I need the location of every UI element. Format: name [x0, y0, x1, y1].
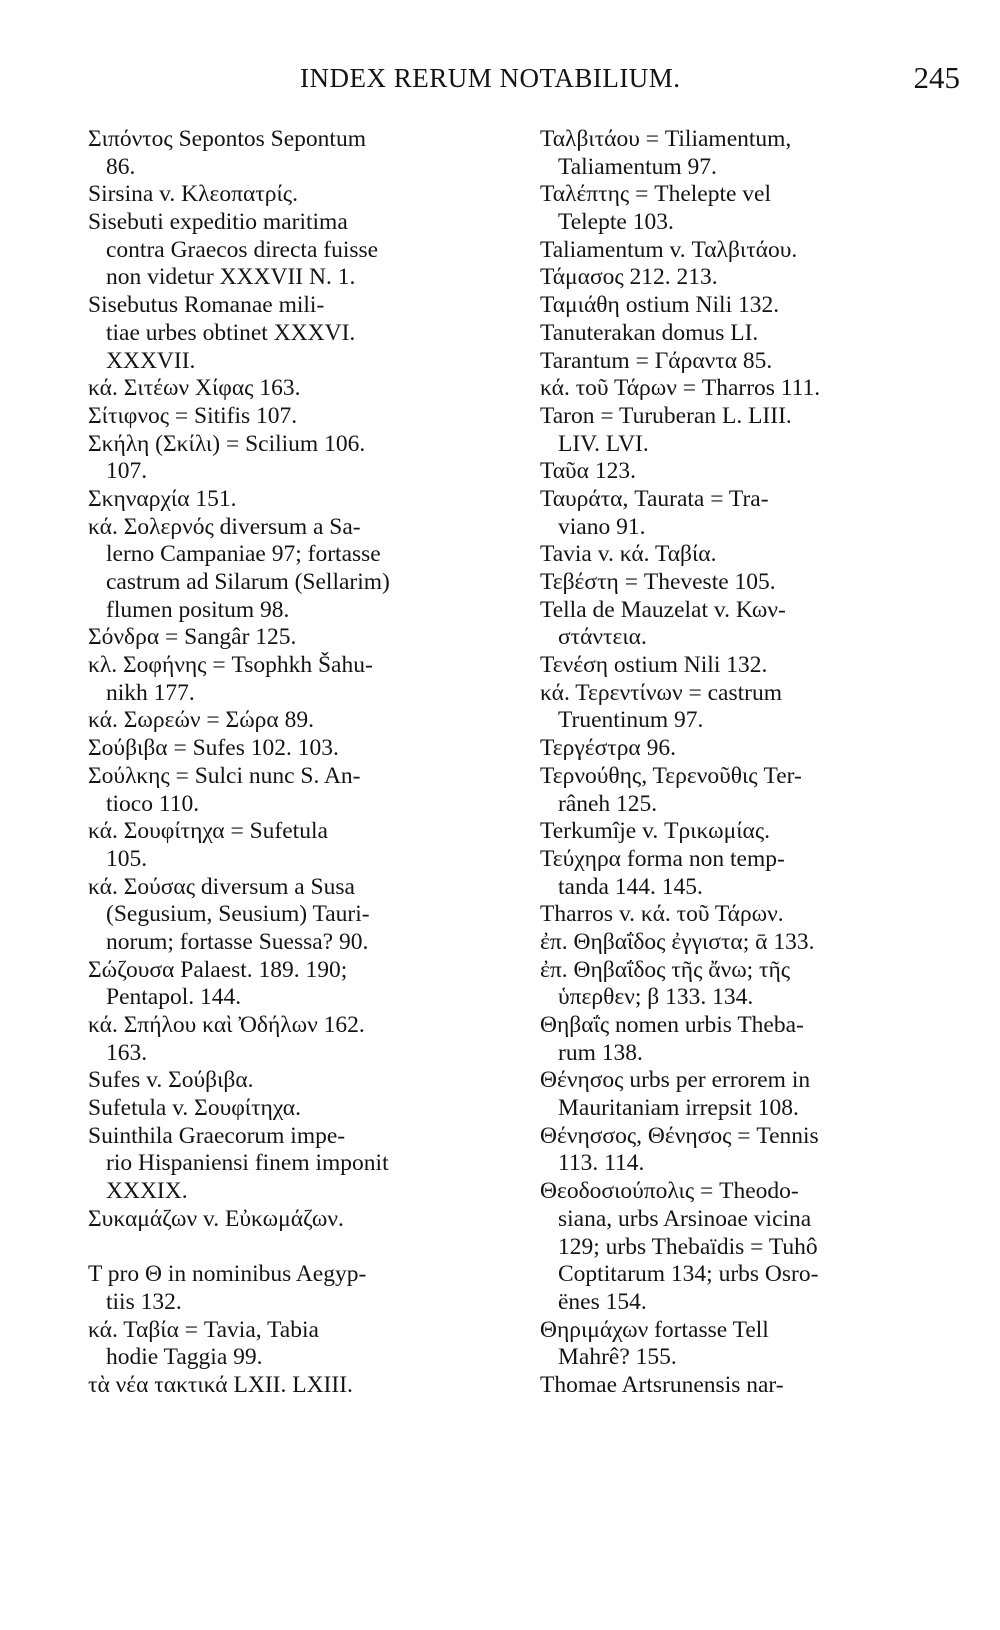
index-line: Truentinum 97.: [558, 707, 704, 734]
index-line: κά. Σολερνός diversum a Sa-: [88, 513, 361, 540]
index-line: Τερνούθης, Τερενοῦθις Ter-: [540, 762, 802, 789]
index-line: castrum ad Silarum (Sellarim): [106, 569, 390, 595]
index-line: Telepte 103.: [558, 209, 674, 236]
index-line: tiis 132.: [106, 1288, 182, 1315]
index-line: κλ. Σοφήνης = Tsophkh Šahu-: [88, 652, 373, 679]
index-line: Suinthila Graecorum impe-: [88, 1122, 346, 1149]
index-line: Τεύχηρα forma non temp-: [540, 845, 785, 872]
index-line: Tavia v. κά. Ταβία.: [540, 541, 717, 568]
index-line: κά. Σιτέων Χίφας 163.: [88, 375, 301, 402]
index-line: ἐπ. Θηβαΐδος τῆς ἄνω; τῆς: [540, 956, 791, 983]
index-line: Σόνδρα = Sangâr 125.: [88, 624, 297, 651]
index-line: κά. Σπήλου καὶ Ὀδήλων 162.: [88, 1012, 365, 1038]
index-line: contra Graecos directa fuisse: [106, 236, 379, 263]
index-line: hodie Taggia 99.: [106, 1344, 263, 1371]
index-line: Tella de Mauzelat v. Κων-: [540, 596, 786, 623]
index-line: tiae urbes obtinet XXXVI.: [106, 319, 356, 346]
index-line: XXXVII.: [106, 347, 196, 374]
index-line: Σκήλη (Σκίλι) = Scilium 106.: [88, 430, 366, 457]
index-line: Σκηναρχία 151.: [88, 485, 237, 512]
index-line: Ταλέπτης = Thelepte vel: [540, 181, 772, 208]
index-line: Taliamentum 97.: [558, 153, 717, 180]
index-line: Ταυράτα, Taurata = Tra-: [540, 485, 769, 512]
index-line: Mauritaniam irrepsit 108.: [558, 1095, 799, 1122]
index-line: XXXIX.: [106, 1178, 188, 1205]
index-line: (Segusium, Seusium) Tauri-: [106, 901, 370, 928]
index-line: Σίτιφνος = Sitifis 107.: [88, 402, 298, 429]
index-line: Thomae Artsrunensis nar-: [540, 1371, 784, 1398]
index-line: LIV. LVI.: [558, 430, 649, 457]
index-line: Θηβαΐς nomen urbis Theba-: [540, 1012, 804, 1038]
index-line: Τεργέστρα 96.: [540, 735, 676, 762]
left-column: [88, 126, 508, 1400]
index-line: κά. Ταβία = Tavia, Tabia: [88, 1316, 319, 1343]
index-line: κά. Σουφίτηχα = Sufetula: [88, 818, 328, 845]
index-line: κά. Τερεντίνων = castrum: [540, 679, 782, 706]
index-line: ënes 154.: [558, 1288, 647, 1315]
index-line: Tarantum = Γάραντα 85.: [540, 347, 773, 374]
page-number: 245: [913, 60, 960, 95]
index-line: Tanuterakan domus LI.: [540, 319, 759, 346]
index-line: tanda 144. 145.: [558, 873, 703, 900]
index-line: lerno Campaniae 97; fortasse: [106, 541, 381, 568]
index-line: Ταλβιτάου = Tiliamentum,: [540, 126, 792, 152]
index-line: nikh 177.: [106, 679, 195, 706]
index-line: Συκαμάζων v. Εὐκωμάζων.: [88, 1205, 344, 1232]
index-line: κά. Σωρεών = Σώρα 89.: [88, 707, 314, 734]
index-line: στάντεια.: [558, 624, 647, 651]
index-line: Pentapol. 144.: [106, 984, 242, 1011]
index-line: 86.: [106, 153, 136, 180]
index-line: 107.: [106, 458, 148, 485]
index-line: rio Hispaniensi finem imponit: [106, 1150, 389, 1177]
index-line: flumen positum 98.: [106, 596, 290, 623]
index-line: ἐπ. Θηβαΐδος ἐγγιστα; ᾱ 133.: [540, 928, 815, 955]
index-line: Σιπόντος Sepontos Sepontum: [88, 126, 366, 152]
index-line: 163.: [106, 1039, 148, 1066]
running-head: INDEX RERUM NOTABILIUM.: [300, 63, 681, 93]
right-column: [540, 126, 970, 1400]
index-line: Sisebuti expeditio maritima: [88, 209, 348, 236]
index-line: 113. 114.: [558, 1150, 645, 1177]
index-line: Taliamentum v. Ταλβιτάου.: [540, 236, 798, 263]
index-line: Θηριμάχων fortasse Tell: [540, 1316, 769, 1343]
index-line: viano 91.: [558, 513, 646, 540]
index-line: Ταῦα 123.: [540, 458, 636, 485]
index-line: siana, urbs Arsinoae vicina: [558, 1205, 812, 1232]
page-header: [300, 56, 960, 100]
index-line: κά. τοῦ Τάρων = Tharros 111.: [540, 375, 821, 402]
index-line: Τεβέστη = Theveste 105.: [540, 569, 776, 595]
index-line: 105.: [106, 845, 148, 872]
index-line: norum; fortasse Suessa? 90.: [106, 928, 369, 955]
blank-line: [88, 1234, 508, 1262]
index-line: Coptitarum 134; urbs Osro-: [558, 1261, 819, 1288]
index-line: Mahrê? 155.: [558, 1344, 677, 1371]
index-line: Τενέση ostium Nili 132.: [540, 652, 768, 679]
index-line: Σούλκης = Sulci nunc S. An-: [88, 762, 361, 789]
index-line: Σώζουσα Palaest. 189. 190;: [88, 956, 348, 983]
index-line: tioco 110.: [106, 790, 200, 817]
index-line: 129; urbs Thebaïdis = Tuhô: [558, 1233, 818, 1260]
index-line: Ταμιάθη ostium Nili 132.: [540, 292, 780, 319]
index-line: Θένησσος, Θένησος = Tennis: [540, 1122, 819, 1149]
index-line: râneh 125.: [558, 790, 658, 817]
index-line: Sufetula v. Σουφίτηχα.: [88, 1095, 301, 1122]
index-line: Terkumîje v. Τρικωμίας.: [540, 818, 771, 845]
index-line: Τάμασος 212. 213.: [540, 264, 718, 291]
index-line: Sirsina v. Κλεοπατρίς.: [88, 181, 298, 208]
index-line: ὑπερθεν; β 133. 134.: [558, 984, 754, 1011]
index-line: T pro Θ in nominibus Aegyp-: [88, 1261, 367, 1288]
index-line: Taron = Turuberan L. LIII.: [540, 402, 792, 429]
index-line: rum 138.: [558, 1039, 643, 1066]
index-line: τὰ νέα τακτικά LXII. LXIII.: [88, 1371, 353, 1398]
index-line: Θένησος urbs per errorem in: [540, 1067, 811, 1094]
index-line: non videtur XXXVII N. 1.: [106, 264, 356, 291]
index-line: κά. Σούσας diversum a Susa: [88, 873, 355, 900]
index-line: Θεοδοσιούπολις = Theodo-: [540, 1178, 799, 1205]
index-line: Sisebutus Romanae mili-: [88, 292, 325, 319]
index-line: Tharros v. κά. τοῦ Τάρων.: [540, 901, 784, 928]
index-line: Sufes v. Σούβιβα.: [88, 1067, 254, 1094]
index-line: Σούβιβα = Sufes 102. 103.: [88, 735, 339, 762]
